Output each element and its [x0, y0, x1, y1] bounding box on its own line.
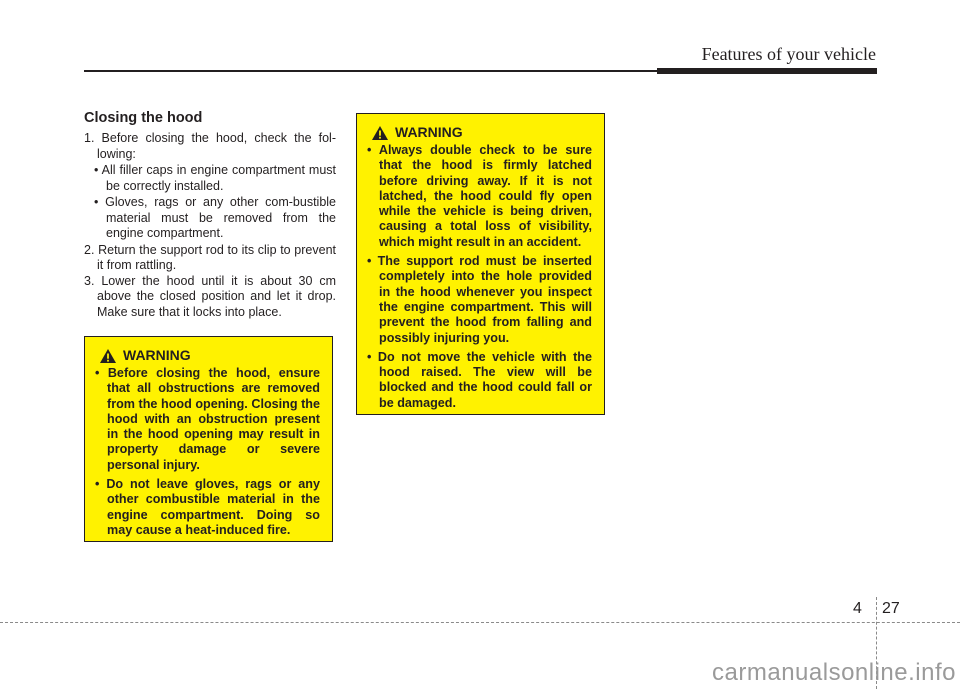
warning-title: WARNING	[123, 347, 191, 363]
warning-header	[371, 124, 592, 141]
section-title: Closing the hood	[84, 110, 203, 126]
header-rule-accent	[657, 68, 877, 74]
warning-title: WARNING	[395, 124, 463, 140]
watermark: carmanualsonline.info	[712, 659, 956, 686]
step-1	[84, 131, 336, 242]
step-text: 2. Return the support rod to its clip to prevent it from rattling.	[84, 242, 336, 272]
warning-item: • Before closing the hood, ensure that all obstructions are removed from the hood opening. Closing the hood with an obstruction present in the hood opening may result in property damage or severe personal injury.	[95, 366, 320, 472]
warning-box-left	[84, 336, 333, 542]
warning-list	[95, 366, 320, 538]
step-3	[84, 274, 336, 321]
sub-item: • All filler caps in engine compartment must be correctly installed.	[94, 163, 336, 193]
header-title: Features of your vehicle	[701, 44, 876, 64]
warning-item: • Do not leave gloves, rags or any other combustible material in the engine compartment. Doing so may cause a heat-induced fire.	[95, 477, 320, 537]
steps-list	[84, 131, 336, 320]
chapter-number: 4	[853, 600, 862, 617]
step-2	[84, 243, 336, 274]
warning-item: • The support rod must be inserted completely into the hole provided in the hood whenever you inspect the engine compartment. This will prevent the hood from falling and possibly injuring you.	[367, 254, 592, 345]
step-text: 3. Lower the hood until it is about 30 cm above the closed position and let it drop. Make sure that it locks into place.	[84, 273, 336, 319]
warning-item: • Do not move the vehicle with the hood raised. The view will be blocked and the hood could fall or be damaged.	[367, 349, 592, 410]
warning-triangle-icon	[371, 125, 389, 141]
step-text: 1. Before closing the hood, check the fol-lowing:	[84, 131, 336, 161]
closing-hood-section	[84, 110, 336, 320]
warning-box-right	[356, 113, 605, 415]
page-number: 27	[882, 600, 900, 617]
warning-list	[367, 143, 592, 411]
footer-rule	[0, 622, 960, 623]
warning-item: • Always double check to be sure that the hood is firmly latched before driving away. If it is not latched, the hood could fly open while the vehicle is being driven, causing a total loss of visibility, which might result in an accident.	[367, 143, 592, 249]
warning-triangle-icon	[99, 348, 117, 364]
warning-header	[99, 347, 320, 364]
sub-item: • Gloves, rags or any other com-bustible material must be removed from the engine compartment.	[94, 195, 336, 240]
